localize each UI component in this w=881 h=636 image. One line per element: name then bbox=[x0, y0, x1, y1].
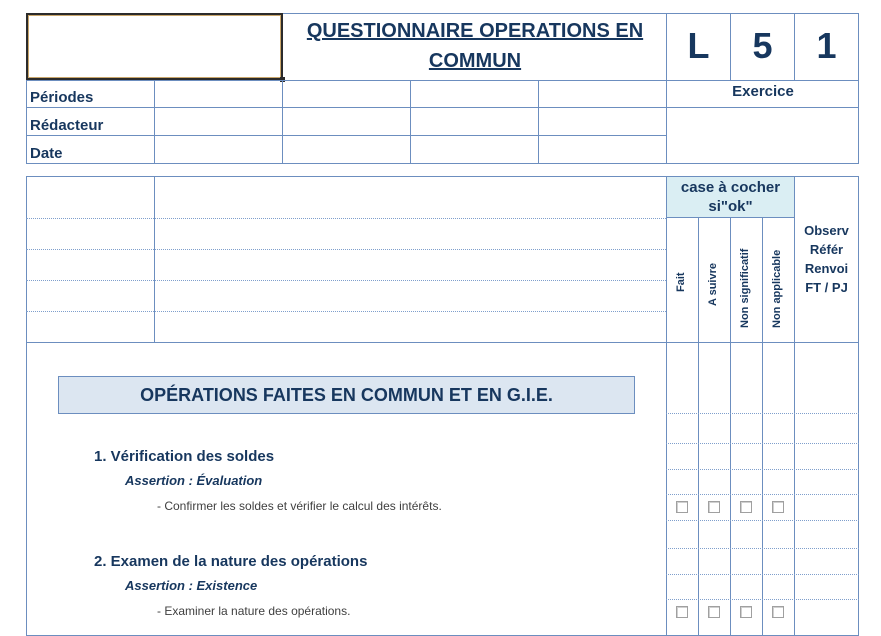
code-digit-2: 1 bbox=[816, 25, 837, 66]
observ-line-2: Référ bbox=[809, 242, 844, 257]
observ-line-3: Renvoi bbox=[804, 261, 849, 276]
periodes-field[interactable] bbox=[155, 81, 666, 107]
observ-line-1: Observ bbox=[804, 223, 849, 238]
observ-header bbox=[795, 221, 858, 297]
date-field[interactable] bbox=[155, 136, 666, 163]
item-1-assertion: Assertion : Évaluation bbox=[125, 473, 263, 488]
checkbox-header-line2: si"ok" bbox=[708, 198, 753, 215]
item-2-assertion: Assertion : Existence bbox=[125, 578, 258, 593]
col-non-significatif: Non significatif bbox=[739, 248, 751, 328]
logo-cell[interactable] bbox=[26, 13, 283, 80]
col-non-applicable: Non applicable bbox=[771, 249, 783, 328]
form-title-line1: QUESTIONNAIRE OPERATIONS EN bbox=[306, 20, 644, 42]
section-title: OPÉRATIONS FAITES EN COMMUN ET EN G.I.E. bbox=[58, 376, 635, 414]
code-letter: L bbox=[687, 25, 710, 66]
item-1-checkbox-non-significatif[interactable] bbox=[740, 501, 752, 513]
item-2-heading: 2. Examen de la nature des opérations bbox=[94, 553, 368, 570]
redacteur-label: Rédacteur bbox=[30, 117, 104, 134]
item-1-task: - Confirmer les soldes et vérifier le calcul des intérêts. bbox=[157, 499, 442, 513]
item-1-heading: 1. Vérification des soldes bbox=[94, 448, 275, 465]
form-title bbox=[283, 16, 667, 76]
item-2-checkbox-fait[interactable] bbox=[676, 606, 688, 618]
checkbox-header-line1: case à cocher bbox=[680, 179, 781, 196]
checkbox-header-title bbox=[667, 178, 794, 216]
item-2-task: - Examiner la nature des opérations. bbox=[157, 604, 351, 618]
date-label: Date bbox=[30, 145, 63, 162]
item-1-checkbox-fait[interactable] bbox=[676, 501, 688, 513]
col-a-suivre: A suivre bbox=[707, 262, 719, 306]
item-1-checkbox-a-suivre[interactable] bbox=[708, 501, 720, 513]
col-fait: Fait bbox=[675, 272, 687, 292]
exercice-label: Exercice bbox=[732, 83, 794, 100]
item-2-checkbox-non-applicable[interactable] bbox=[772, 606, 784, 618]
code-digit-1: 5 bbox=[752, 25, 773, 66]
item-1-checkbox-non-applicable[interactable] bbox=[772, 501, 784, 513]
observ-line-4: FT / PJ bbox=[805, 280, 848, 295]
item-2-checkbox-non-significatif[interactable] bbox=[740, 606, 752, 618]
item-2-checkbox-a-suivre[interactable] bbox=[708, 606, 720, 618]
periodes-label: Périodes bbox=[30, 89, 94, 106]
redacteur-field[interactable] bbox=[155, 108, 666, 135]
form-title-line2: COMMUN bbox=[428, 50, 522, 72]
